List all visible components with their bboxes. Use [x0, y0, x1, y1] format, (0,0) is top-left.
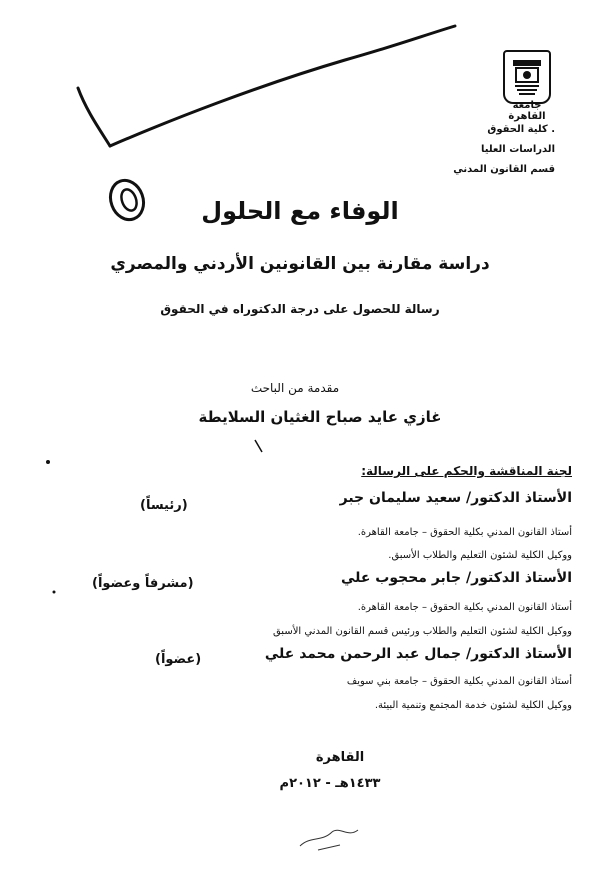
pen-stroke: [78, 88, 110, 146]
publication-date: ١٤٣٣هـ - ٢٠١٢م: [279, 776, 381, 791]
speck: [46, 460, 50, 464]
committee-member-role: (رئيساً): [140, 498, 188, 513]
committee-member-name: الأستاذ الدكتور/ سعيد سليمان جبر: [339, 490, 572, 506]
committee-member-role: (عضواً): [155, 652, 202, 667]
signature-scribble: [300, 830, 358, 850]
committee-member-role: (مشرفاً وعضواً): [92, 576, 194, 591]
committee-member-name: الأستاذ الدكتور/ جمال عبد الرحمن محمد علي: [264, 646, 572, 662]
pen-stroke: [255, 440, 262, 452]
author-name: غازي عايد صباح الغثيان السلايطة: [198, 408, 442, 426]
place-of-publication: القاهرة: [315, 750, 365, 765]
university-logo-text: جامعة القاهرة: [508, 100, 546, 122]
pen-stroke: [110, 26, 455, 146]
thesis-title: الوفاء مع الحلول: [201, 197, 399, 225]
committee-member-position: ووكيل الكلية لشئون خدمة المجتمع وتنمية البيئة.: [374, 700, 572, 711]
university-crest-icon: [505, 52, 549, 102]
committee-member-affiliation: أستاذ القانون المدني بكلية الحقوق – جامعة القاهرة.: [357, 527, 572, 538]
thesis-subtitle: دراسة مقارنة بين القانونين الأردني والمصري: [110, 254, 490, 274]
department-name: قسم القانون المدني: [453, 164, 555, 175]
committee-member-affiliation: أستاذ القانون المدني بكلية الحقوق – جامعة بني سويف: [346, 676, 572, 687]
speck: [53, 591, 56, 594]
committee-member-affiliation: أستاذ القانون المدني بكلية الحقوق – جامعة القاهرة.: [357, 602, 572, 613]
committee-member-name: الأستاذ الدكتور/ جابر محجوب علي: [340, 570, 572, 586]
graduate-studies: الدراسات العليا: [480, 144, 555, 155]
committee-heading: لجنة المناقشة والحكم على الرسالة:: [361, 464, 572, 478]
faculty-name: . كلية الحقوق: [487, 124, 555, 135]
committee-member-position: ووكيل الكلية لشئون التعليم والطلاب ورئيس قسم القانون المدني الأسبق: [272, 626, 572, 637]
degree-statement: رسالة للحصول على درجة الدكتوراه في الحقوق: [160, 302, 440, 316]
committee-member-position: ووكيل الكلية لشئون التعليم والطلاب الأسبق.: [388, 550, 572, 561]
presented-by-label: مقدمة من الباحث: [250, 381, 340, 395]
university-logo: [503, 50, 551, 104]
